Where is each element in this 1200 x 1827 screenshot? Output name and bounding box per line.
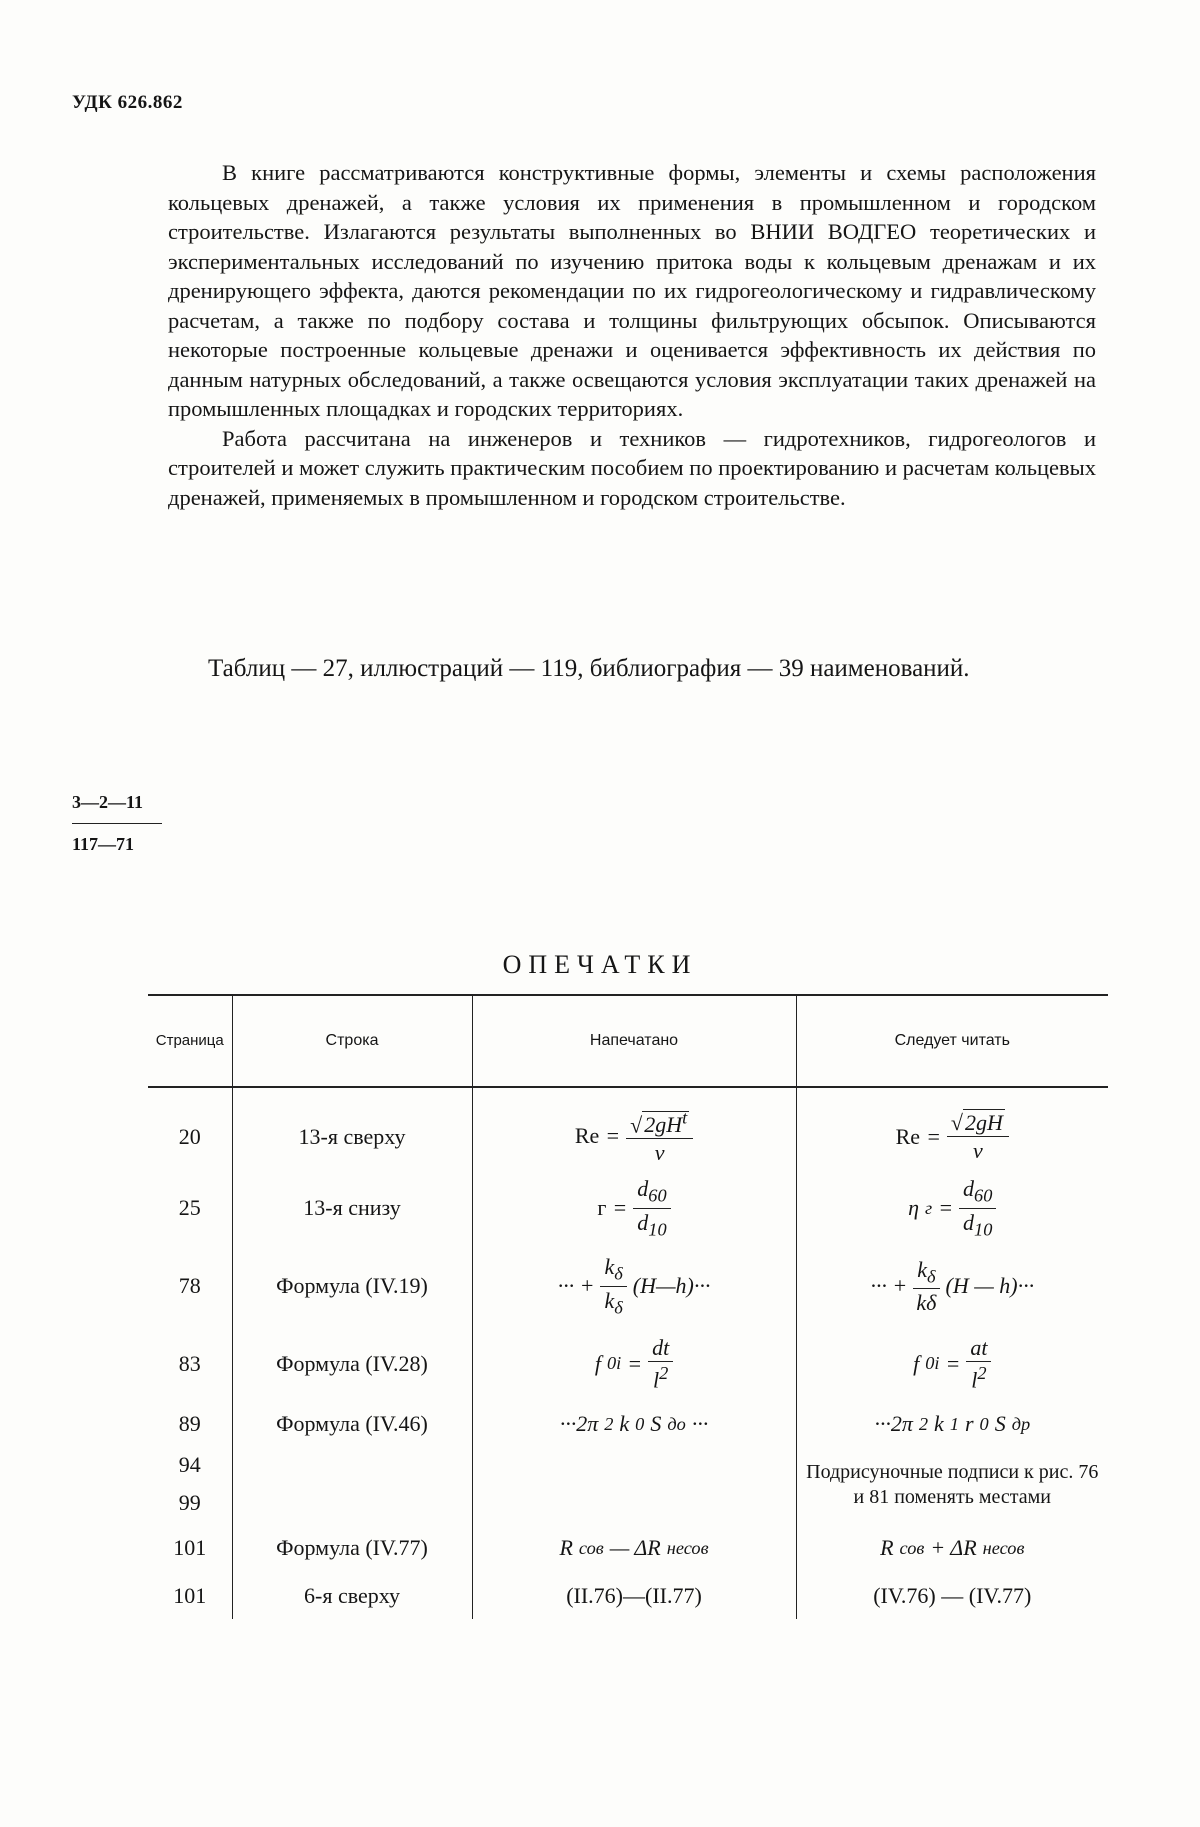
printed-formula: R сов — ΔR несов bbox=[472, 1523, 796, 1573]
abstract bbox=[168, 158, 1096, 512]
row-printed bbox=[472, 1447, 796, 1483]
header-correct: Следует читать bbox=[796, 995, 1108, 1087]
printed-formula: f 0i = $\frac{dt}{l^2}$ bbox=[472, 1327, 796, 1401]
row-page: 94 bbox=[178, 1452, 201, 1477]
row-page: 20 bbox=[178, 1123, 201, 1149]
row-line: 6-я сверху bbox=[232, 1573, 472, 1619]
udk-code: УДК 626.862 bbox=[72, 92, 183, 113]
correct-formula: Re = $\frac{√2gH}{\nu}$ bbox=[796, 1087, 1108, 1171]
catalog-code-bottom: 117—71 bbox=[72, 834, 135, 854]
errata-row bbox=[148, 1171, 1108, 1245]
errata-header-row bbox=[148, 995, 1108, 1087]
printed-formula: г = $\frac{d_{60}}{d_{10}}$ bbox=[472, 1171, 796, 1245]
errata-table bbox=[148, 994, 1108, 1619]
row-line: Формула (IV.46) bbox=[232, 1401, 472, 1447]
errata-row bbox=[148, 1327, 1108, 1401]
correct-formula: R сов + ΔR несов bbox=[796, 1523, 1108, 1573]
row-page: 101 bbox=[173, 1583, 207, 1608]
errata-title: ОПЕЧАТКИ bbox=[502, 950, 698, 979]
publication-stats-text: Таблиц — 27, иллюстраций — 119, библиография — 39 наименований. bbox=[208, 655, 970, 682]
header-page: Страница bbox=[148, 995, 232, 1087]
row-page: 101 bbox=[173, 1535, 207, 1560]
errata-row bbox=[148, 1401, 1108, 1447]
row-page: 25 bbox=[178, 1195, 201, 1220]
errata-row bbox=[148, 1087, 1108, 1171]
errata-row bbox=[148, 1523, 1108, 1573]
row-page: 99 bbox=[178, 1490, 201, 1515]
row-line: 13-я сверху bbox=[232, 1087, 472, 1171]
errata-row bbox=[148, 1245, 1108, 1327]
row-page: 83 bbox=[178, 1351, 201, 1376]
row-page: 78 bbox=[178, 1273, 201, 1298]
catalog-code bbox=[72, 792, 162, 855]
correct-formula: η г = $\frac{d_{60}}{d_{10}}$ bbox=[796, 1171, 1108, 1245]
publication-stats bbox=[168, 652, 1096, 685]
row-line: Формула (IV.19) bbox=[232, 1245, 472, 1327]
row-line: Формула (IV.77) bbox=[232, 1523, 472, 1573]
correct-formula: f 0i = $\frac{at}{l^2}$ bbox=[796, 1327, 1108, 1401]
abstract-paragraph-2: Работа рассчитана на инженеров и техников — гидротехников, гидрогеологов и строителей и может служить практическим пособием по проектированию и расчетам кольцевых дренажей, применяемых в промышленном и городском строительстве. bbox=[168, 425, 1096, 510]
caption-swap-note: Подрисуночные подписи к рис. 76 и 81 поменять местами bbox=[796, 1447, 1108, 1523]
correct-formula: ···2π 2 k 1 r 0 S др bbox=[796, 1401, 1108, 1447]
row-line bbox=[232, 1483, 472, 1523]
errata-row bbox=[148, 1573, 1108, 1619]
header-line: Строка bbox=[232, 995, 472, 1087]
catalog-code-top: 3—2—11 bbox=[72, 792, 162, 824]
printed-formula: Re = $\frac{√2gH^t}{\nu}$ bbox=[472, 1087, 796, 1171]
row-printed bbox=[472, 1483, 796, 1523]
row-line bbox=[232, 1447, 472, 1483]
row-correct: (IV.76) — (IV.77) bbox=[796, 1573, 1108, 1619]
row-page: 89 bbox=[178, 1411, 201, 1436]
printed-formula: ··· + $\frac{k_\delta}{k_\delta}$ (H—h)··· bbox=[472, 1245, 796, 1327]
printed-formula: ···2π 2 k 0 S до ··· bbox=[472, 1401, 796, 1447]
header-printed: Напечатано bbox=[472, 995, 796, 1087]
row-line: 13-я снизу bbox=[232, 1171, 472, 1245]
correct-formula: ··· + $\frac{k_\delta}{k\delta}$ (H — h)··· bbox=[796, 1245, 1108, 1327]
row-printed: (II.76)—(II.77) bbox=[472, 1573, 796, 1619]
abstract-paragraph-1: В книге рассматриваются конструктивные формы, элементы и схемы расположения кольцевых дренажей, а также условия их применения в промышленном и городском строительстве. Излагаются результаты выполненных во ВНИИ ВОДГЕО теоретических и экспериментальных исследований по изучению притока воды к кольцевым дренажам и их дренирующего эффекта, даются рекомендации по их гидрогеологическому и гидравлическому расчетам, а также по подбору состава и толщины фильтрующих обсыпок. Описываются некоторые построенные кольцевые дренажи и оценивается эффективность их действия по данным натурных обследований, а также освещаются условия эксплуатации таких дренажей на промышленных площадках и городских территориях. bbox=[168, 160, 1096, 421]
row-line: Формула (IV.28) bbox=[232, 1327, 472, 1401]
errata-row bbox=[148, 1447, 1108, 1483]
